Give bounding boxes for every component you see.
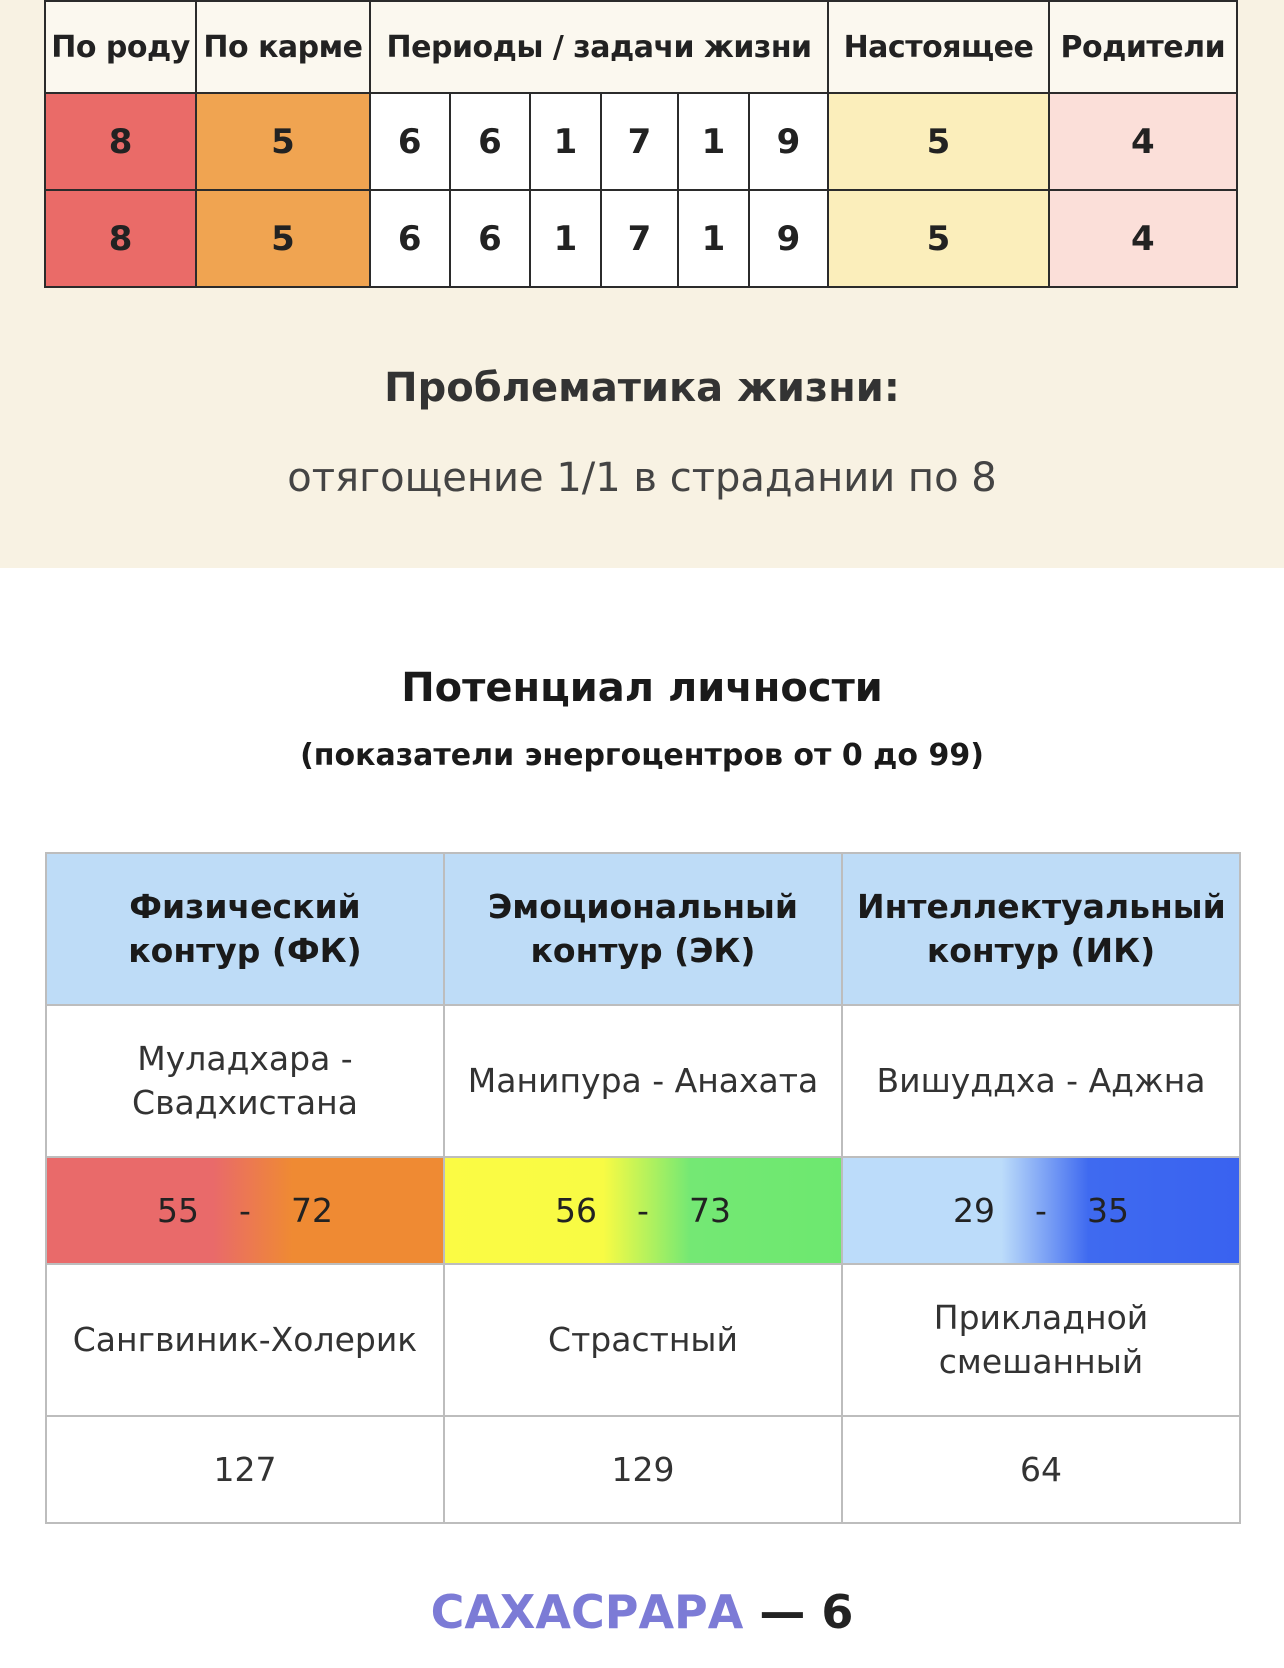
cell-period-2: 6 (450, 190, 531, 287)
header-intellectual: Интеллектуальный контур (ИК) (842, 853, 1240, 1005)
cell-period-5: 1 (678, 93, 748, 190)
chakra-row (46, 1005, 1240, 1157)
range-high: 72 (290, 1191, 333, 1230)
chakras-emotional: Манипура - Анахата (444, 1005, 842, 1157)
type-row (46, 1264, 1240, 1416)
cell-karma: 5 (196, 93, 370, 190)
range-separator: - (637, 1191, 649, 1230)
matrix-row-1 (45, 93, 1237, 190)
header-parents: Родители (1049, 1, 1237, 93)
header-periods: Периоды / задачи жизни (370, 1, 828, 93)
chakras-physical: Муладхара - Свадхистана (46, 1005, 444, 1157)
header-karma: По карме (196, 1, 370, 93)
matrix-row-2 (45, 190, 1237, 287)
cell-karma: 5 (196, 190, 370, 287)
header-rod: По роду (45, 1, 196, 93)
range-emotional (444, 1157, 842, 1264)
sahasrara-value: 6 (821, 1585, 854, 1639)
cell-period-1: 6 (370, 93, 450, 190)
cell-period-5: 1 (678, 190, 748, 287)
range-low: 55 (157, 1191, 200, 1230)
cell-period-1: 6 (370, 190, 450, 287)
cell-parents: 4 (1049, 190, 1237, 287)
potential-title: Потенциал личности (401, 665, 883, 711)
range-physical (46, 1157, 444, 1264)
cell-rod: 8 (45, 190, 196, 287)
problem-title: Проблематика жизни: (384, 365, 900, 411)
matrix-header-row (45, 1, 1237, 93)
cell-period-3: 1 (530, 93, 600, 190)
type-emotional: Страстный (444, 1264, 842, 1416)
chakras-intellectual: Вишуддха - Аджна (842, 1005, 1240, 1157)
range-high: 73 (688, 1191, 731, 1230)
range-separator: - (1035, 1191, 1047, 1230)
header-now: Настоящее (828, 1, 1048, 93)
range-low: 56 (555, 1191, 598, 1230)
cell-period-4: 7 (601, 93, 679, 190)
potential-table (45, 852, 1241, 1524)
sahasrara-heading (0, 1585, 1284, 1639)
type-physical: Сангвиник-Холерик (46, 1264, 444, 1416)
cell-period-6: 9 (749, 93, 829, 190)
cell-parents: 4 (1049, 93, 1237, 190)
cell-period-3: 1 (530, 190, 600, 287)
cell-period-6: 9 (749, 190, 829, 287)
cell-period-4: 7 (601, 190, 679, 287)
range-high: 35 (1086, 1191, 1129, 1230)
type-intellectual: Прикладной смешанный (842, 1264, 1240, 1416)
sahasrara-label: САХАСРАРА (430, 1585, 744, 1639)
total-emotional: 129 (444, 1416, 842, 1523)
problem-text: отягощение 1/1 в страдании по 8 (287, 455, 997, 501)
cell-period-2: 6 (450, 93, 531, 190)
header-physical: Физический контур (ФК) (46, 853, 444, 1005)
cell-rod: 8 (45, 93, 196, 190)
header-emotional: Эмоциональный контур (ЭК) (444, 853, 842, 1005)
total-row (46, 1416, 1240, 1523)
cell-now: 5 (828, 93, 1048, 190)
potential-subtitle: (показатели энергоцентров от 0 до 99) (300, 738, 984, 773)
total-physical: 127 (46, 1416, 444, 1523)
potential-header-row (46, 853, 1240, 1005)
range-intellectual (842, 1157, 1240, 1264)
range-row (46, 1157, 1240, 1264)
cell-now: 5 (828, 190, 1048, 287)
life-matrix-table (44, 0, 1238, 288)
range-low: 29 (953, 1191, 996, 1230)
total-intellectual: 64 (842, 1416, 1240, 1523)
sahasrara-dash: — (759, 1585, 806, 1639)
range-separator: - (239, 1191, 251, 1230)
